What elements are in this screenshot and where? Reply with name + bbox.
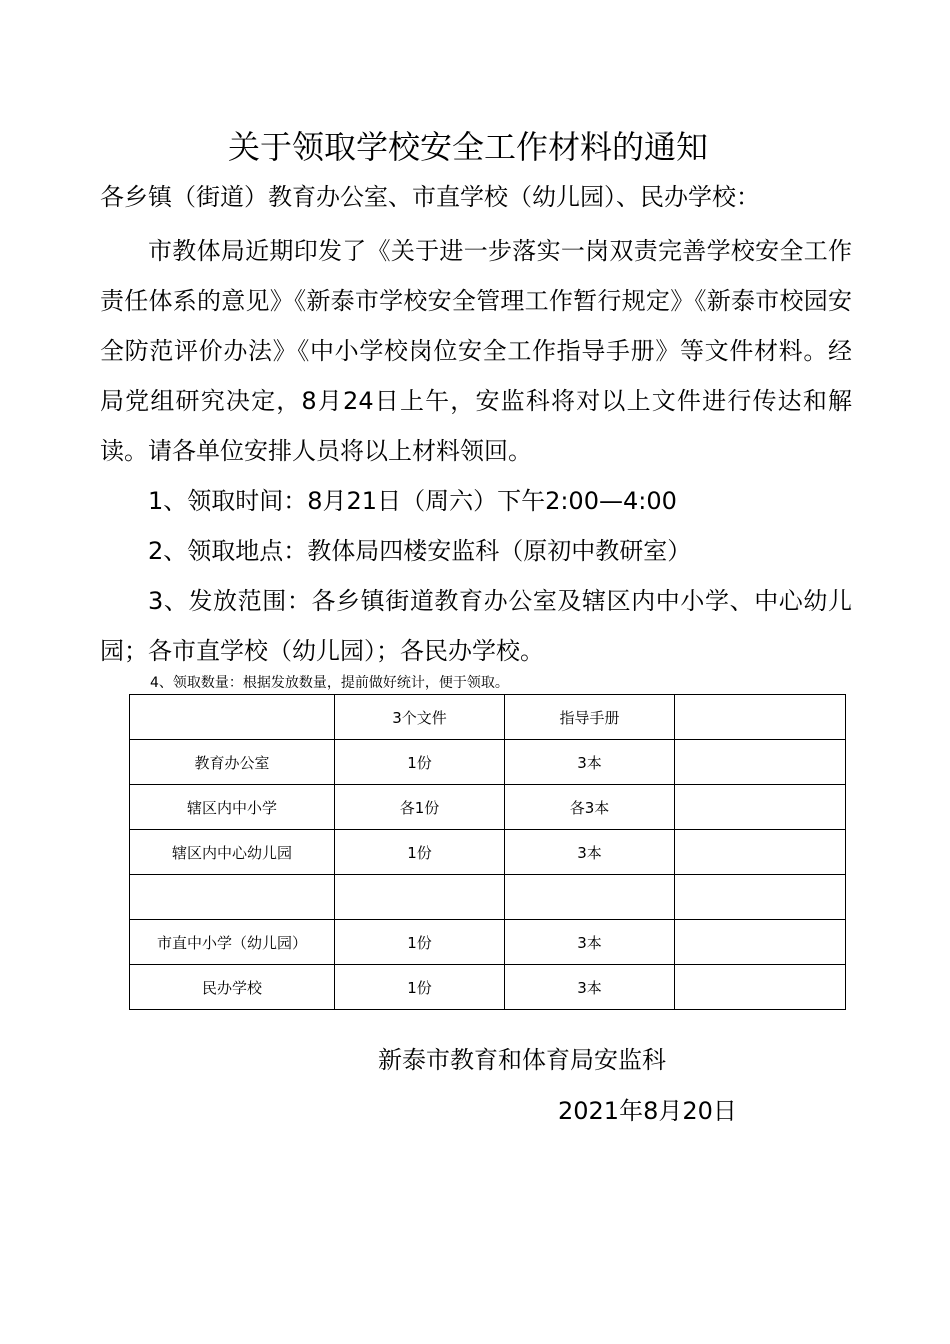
- table-cell: 民办学校: [130, 965, 335, 1010]
- table-row: [130, 875, 846, 920]
- issue-date: 2021年8月20日: [558, 1097, 737, 1125]
- notice-body: [100, 226, 852, 676]
- table-row: [130, 920, 846, 965]
- table-cell: [675, 965, 846, 1010]
- table-cell: [675, 785, 846, 830]
- table-cell: 3本: [505, 740, 675, 785]
- paragraph-time: 1、领取时间：8月21日（周六）下午2:00—4:00: [148, 487, 677, 515]
- table-header-cell: 3个文件: [335, 695, 505, 740]
- table-cell: 1份: [335, 965, 505, 1010]
- issuing-department: 新泰市教育和体育局安监科: [378, 1046, 666, 1074]
- table-cell: [130, 875, 335, 920]
- table-cell: [675, 830, 846, 875]
- table-cell: 辖区内中心幼儿园: [130, 830, 335, 875]
- table-cell: 1份: [335, 830, 505, 875]
- table-cell: 1份: [335, 740, 505, 785]
- table-header-row: [130, 695, 846, 740]
- paragraph-intro: 市教体局近期印发了《关于进一步落实一岗双责完善学校安全工作责任体系的意见》《新泰市学校安全管理工作暂行规定》《新泰市校园安全防范评价办法》《中小学校岗位安全工作指导手册》等文件材料。经局党组研究决定，8月24日上午，安监科将对以上文件进行传达和解读。请各单位安排人员将以上材料领回。: [100, 237, 852, 465]
- table-row: [130, 785, 846, 830]
- salutation: 各乡镇（街道）教育办公室、市直学校（幼儿园）、民办学校：: [100, 183, 760, 211]
- quantity-table: [129, 694, 846, 1010]
- table-cell: 3本: [505, 965, 675, 1010]
- table-cell: 各1份: [335, 785, 505, 830]
- table-cell: 市直中小学（幼儿园）: [130, 920, 335, 965]
- table-cell: 辖区内中小学: [130, 785, 335, 830]
- table-row: [130, 965, 846, 1010]
- quantity-note: 4、领取数量：根据发放数量，提前做好统计，便于领取。: [150, 675, 509, 691]
- paragraph-scope: 3、发放范围：各乡镇街道教育办公室及辖区内中小学、中心幼儿园；各市直学校（幼儿园）；各民办学校。: [100, 587, 852, 665]
- table-cell: [675, 740, 846, 785]
- table-cell: 3本: [505, 830, 675, 875]
- table-row: [130, 740, 846, 785]
- table-header-cell: [130, 695, 335, 740]
- table-cell: [505, 875, 675, 920]
- table-row: [130, 830, 846, 875]
- table-header-cell: [675, 695, 846, 740]
- table-cell: 1份: [335, 920, 505, 965]
- document-title: 关于领取学校安全工作材料的通知: [227, 128, 708, 166]
- paragraph-location: 2、领取地点：教体局四楼安监科（原初中教研室）: [148, 537, 692, 565]
- table-cell: [675, 920, 846, 965]
- table-cell: 3本: [505, 920, 675, 965]
- table-cell: 教育办公室: [130, 740, 335, 785]
- table-cell: 各3本: [505, 785, 675, 830]
- table-cell: [675, 875, 846, 920]
- table-header-cell: 指导手册: [505, 695, 675, 740]
- table-cell: [335, 875, 505, 920]
